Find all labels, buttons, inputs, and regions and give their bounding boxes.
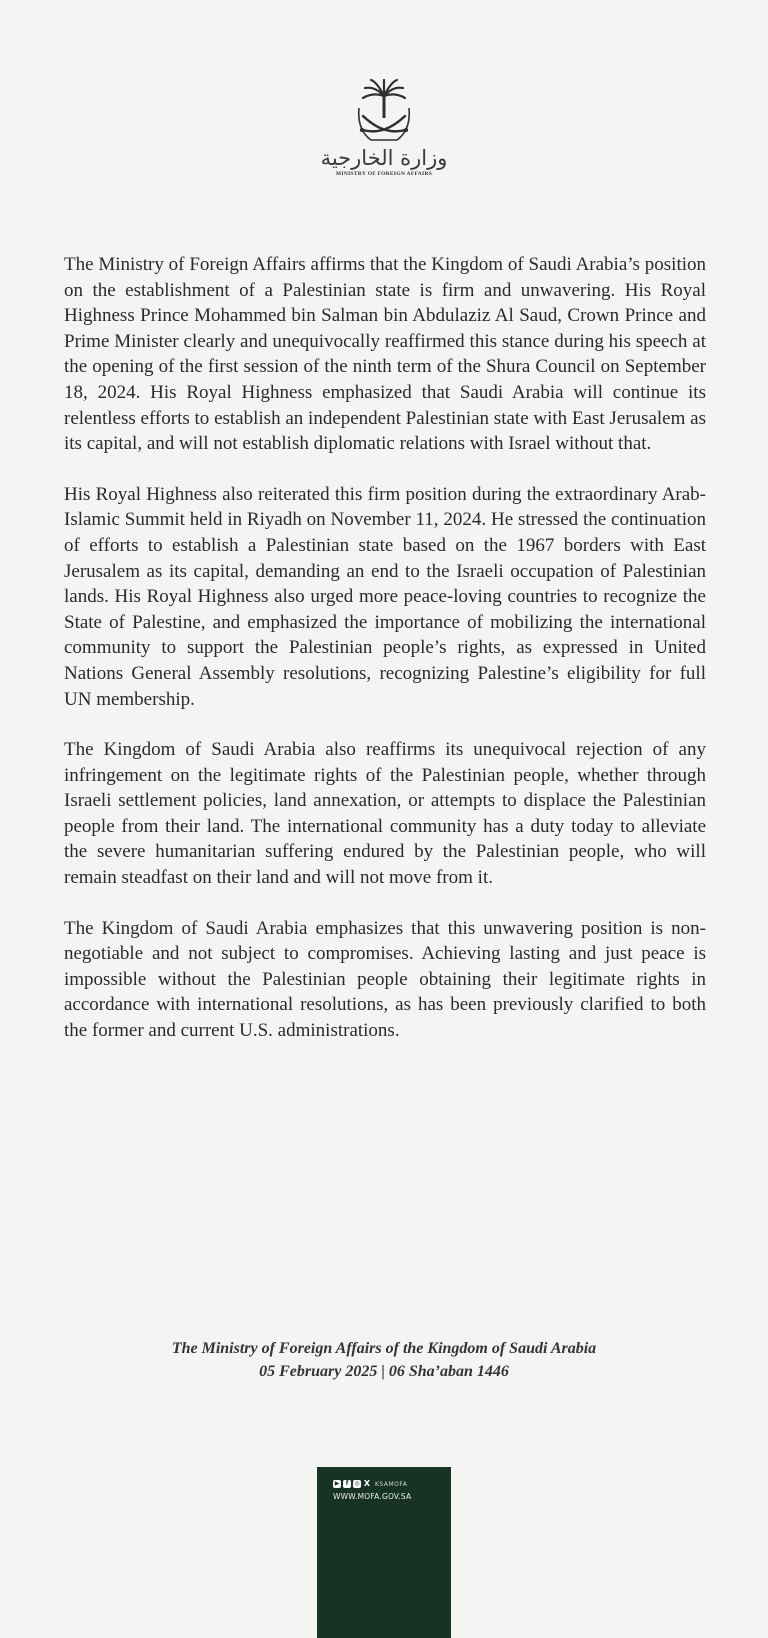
- website-link[interactable]: WWW.MOFA.GOV.SA: [333, 1492, 412, 1501]
- instagram-icon[interactable]: ◎: [354, 1480, 360, 1487]
- paragraph-2: His Royal Highness also reiterated this firm position during the extraordinary Arab-Islamic Summit held in Riyadh on November 11, 2024. He stressed the continuation of efforts to establish a Palestinian state based on the 1967 borders with East Jerusalem as its capital, demanding an end to the Israeli occupation of Palestinian lands. His Royal Highness also urged more peace-loving countries to recognize the State of Palestine, and emphasized the importance of mobilizing the international community to support the Palestinian people’s rights, as expressed in United Nations General Assembly resolutions, recognizing Palestine’s eligibility for full UN membership.: [64, 483, 706, 710]
- paragraph-4: The Kingdom of Saudi Arabia emphasizes that this unwavering position is non-negotiable and not subject to compromises. Achieving lasting and just peace is impossible without the Palestinian people obtaining their legitimate rights in accordance with international resolutions, as has been previously clarified to both the former and current U.S. administrations.: [64, 917, 706, 1042]
- youtube-icon[interactable]: ▶: [334, 1480, 340, 1487]
- signature-block: [0, 1337, 768, 1383]
- paragraph-1: The Ministry of Foreign Affairs affirms that the Kingdom of Saudi Arabia’s position on the establishment of a Palestinian state is firm and unwavering. His Royal Highness Prince Mohammed bin Salman bin Abdulaziz Al Saud, Crown Prince and Prime Minister clearly and unequivocally reaffirmed this stance during his speech at the opening of the first session of the ninth term of the Shura Council on September 18, 2024. His Royal Highness emphasized that Saudi Arabia will continue its relentless efforts to establish an independent Palestinian state with East Jerusalem as its capital, and will not establish diplomatic relations with Israel without that.: [64, 254, 706, 455]
- social-links: [333, 1480, 407, 1488]
- ministry-english-name: MINISTRY OF FOREIGN AFFAIRS: [335, 171, 433, 177]
- emblem-icon: [353, 78, 415, 144]
- ministry-arabic-name: وزارة الخارجية: [320, 146, 448, 170]
- statement-body: [64, 252, 706, 1069]
- x-icon[interactable]: X: [363, 1479, 371, 1488]
- facebook-icon[interactable]: f: [343, 1480, 351, 1488]
- signature-ministry: The Ministry of Foreign Affairs of the Kingdom of Saudi Arabia: [171, 1340, 597, 1357]
- footer-banner: [317, 1467, 451, 1638]
- signature-date: 05 February 2025 | 06 Sha’aban 1446: [259, 1363, 509, 1380]
- ministry-logo: [0, 78, 768, 177]
- paragraph-3: The Kingdom of Saudi Arabia also reaffirms its unequivocal rejection of any infringement on the legitimate rights of the Palestinian people, whether through Israeli settlement policies, land annexation, or attempts to displace the Palestinian people from their land. The international community has a duty today to alleviate the severe humanitarian suffering endured by the Palestinian people, who will remain steadfast on their land and will not move from it.: [64, 739, 706, 889]
- social-handle: KSAMOFA: [375, 1480, 408, 1488]
